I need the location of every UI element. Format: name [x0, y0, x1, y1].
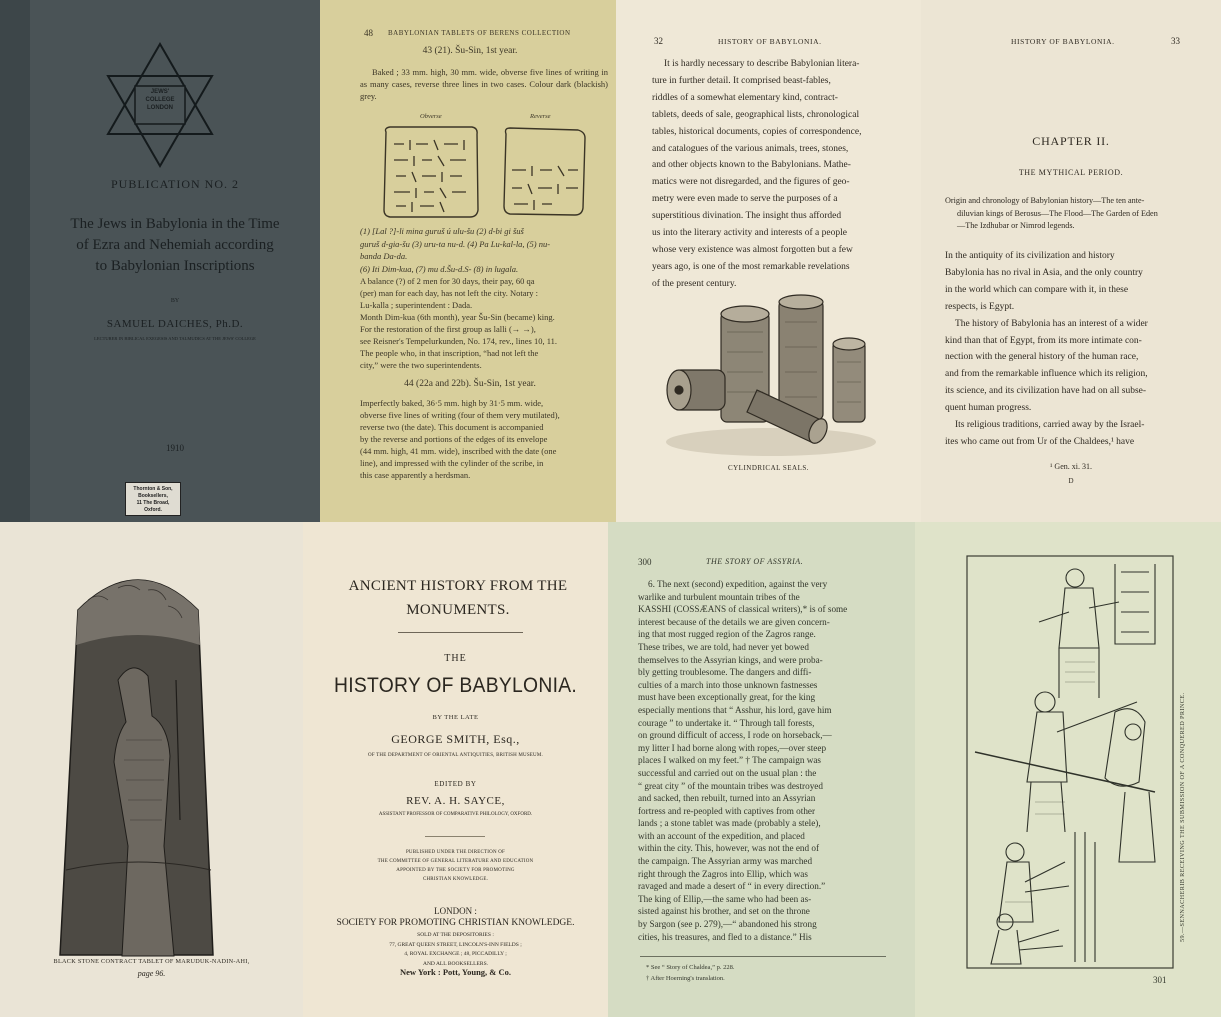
page-301-panel	[915, 522, 1221, 1017]
chapter-synopsis: Origin and chronology of Babylonian history—The ten ante- diluvian kings of Berosus—The Flood—The Garden of Eden —The Izdhubar or Nimrod legends.	[945, 196, 1158, 230]
editor-name: REV. A. H. SAYCE,	[406, 795, 505, 807]
vertical-caption: 59.—SENNACHERIB RECEIVING THE SUBMISSION OF A CONQUERED PRINCE.	[1179, 692, 1186, 942]
cylindrical-seals-engraving	[661, 292, 881, 457]
entry-heading-2: 44 (22a and 22b). Šu-Sin, 1st year.	[404, 379, 536, 389]
signature-mark: D	[1068, 477, 1074, 485]
plate-page-reference: page 96.	[137, 969, 166, 978]
page-33-panel	[921, 0, 1221, 522]
stele-engraving	[48, 570, 228, 962]
author-role: LECTURER IN BIBLICAL EXEGESIS AND TALMUDICS AT THE JEWS' COLLEGE	[94, 336, 256, 341]
book-title: HISTORY OF BABYLONIA.	[333, 674, 578, 697]
chapter-heading: CHAPTER II.	[1032, 134, 1110, 148]
bookseller-label: Thornton & Son, Booksellers, 11 The Broad, Oxford.	[125, 482, 181, 516]
author-role: OF THE DEPARTMENT OF ORIENTAL ANTIQUITIES, BRITISH MUSEUM.	[368, 753, 543, 758]
entry-description-2: Imperfectly baked, 36·5 mm. high by 31·5 mm. wide, obverse five lines of writing (four of them very mutilated), reverse two (the date). This document is accompanied by the reverse and portions of the edges of its envelope (44 mm. high, 41 mm. wide), inscribed with the date (one line), and impressed with the cylinder of the scribe, in this case apparently a herdsman.	[360, 398, 560, 480]
imprint-city: LONDON :	[434, 906, 477, 916]
imprint-addresses: SOLD AT THE DEPOSITORIES : 77, GREAT QUEEN STREET, LINCOLN'S-INN FIELDS ; 4, ROYAL EXCHANGE ; 48, PICCADILLY ; AND ALL BOOKSELLERS.	[389, 932, 522, 967]
cover-title: The Jews in Babylonia in the Time of Ezra and Nehemiah according to Babylonian Inscriptions	[70, 216, 280, 274]
vertical-caption-container	[1179, 542, 1189, 962]
figure-caption: CYLINDRICAL SEALS.	[727, 464, 810, 472]
footnote-2: † After Hoerning's translation.	[646, 975, 725, 982]
publication-number: PUBLICATION NO. 2	[111, 177, 239, 191]
edited-by: EDITED BY	[434, 780, 477, 788]
page-32-panel	[616, 0, 921, 522]
page-300-panel	[608, 522, 915, 1017]
stele-plate-panel	[0, 522, 303, 1017]
body-text: In the antiquity of its civilization and history Babylonia has no rival in Asia, and the only country in the world which can compare with it, in these respects, is Egypt. The history of Babylonia has an interest of a wider kind than that of Egypt, from its more intimate con- nection with the general history of the human race, and from the remarkable influence which its religion, its science, and its civilization have had on all subse- quent human progress. Its religious traditions, carried away by the Israel- ites who came out from Ur of the Chaldees,¹ have	[945, 251, 1148, 447]
entry-description: Baked ; 33 mm. high, 30 mm. wide, obverse five lines of writing in as many cases, reverse three lines in two cases. Colour dark (blackish) grey.	[360, 67, 608, 101]
footnote: ¹ Gen. xi. 31.	[1050, 462, 1092, 471]
by-late: BY THE LATE	[432, 714, 479, 721]
running-head: HISTORY OF BABYLONIA.	[1011, 37, 1115, 46]
page-number: 48	[364, 28, 373, 38]
series-title: ANCIENT HISTORY FROM THE MONUMENTS.	[348, 578, 568, 618]
cover-year: 1910	[166, 443, 184, 453]
body-text: It is hardly necessary to describe Babylonian litera- ture in further detail. It comprised beast-fables, riddles of a somewhat elementary kind, contract- tablets, deeds of sale, geographical lists, chronological tables, historical documents, copies of correspondence, and catalogues of the various animals, trees, stones, and other objects known to the Babylonians. Mathe- matics were not disregarded, and the figures of geo- metry were even made to serve the purposes of a superstitious divination. The insight thus afforded us into the literary activity and interests of a people whose very existence was almost forgotten but a few years ago, is one of the most remarkable revelations of the present century.	[652, 59, 862, 289]
obverse-label: Obverse	[420, 113, 442, 120]
imprint-new-york: New York : Pott, Young, & Co.	[399, 967, 512, 977]
body-text: 6. The next (second) expedition, against the very warlike and turbulent mountain tribes of the KASSHI (COSSÆANS of classical writers),* is of some interest because of the details we are given concern- ing that most rugged region of the Zagros range. These tribes, we are told, had never yet bowed themselves to the Assyrian kings, and were proba- bly getting troublesome. The dangers and diffi- culties of a march into those unknown fastnesses must have been exceptionally great, for the king especially mentions that “ Asshur, his lord, gave him courage ” to undertake it. “ Through tall forests, on ground difficult of access, I rode on horseback,— my litter I had borne along with ropes,—over steep places I walked on my feet.” † The campaign was successful and carried out on the usual plan : the “ great city ” of the mountain tribes was destroyed and sacked, then rebuilt, turned into an Assyrian fortress and re-peopled with captives from other lands ; a stone tablet was made (probably a stele), with an account of the expedition, and placed within the city. This, however, was not the end of the campaign. The Assyrian army was marched right through the Zagros into Ellip, which was ravaged and made a desert of “ in every direction.” The king of Ellip,—the same who had been as- sisted against his brother, and set on the throne by Sargon (see p. 279),—“ abandoned his strong cities, his treasures, and fled to a distance.” His	[638, 579, 848, 942]
page-number: 33	[1171, 36, 1180, 46]
tablet-page-panel	[320, 0, 616, 522]
cuneiform-tablet-drawing	[380, 122, 602, 222]
title-rule-2	[425, 836, 485, 837]
book-spine	[0, 0, 30, 522]
publisher-direction: PUBLISHED UNDER THE DIRECTION OF THE COMMITTEE OF GENERAL LITERATURE AND EDUCATION APPOINTED BY THE SOCIETY FOR PROMOTING CHRISTIAN KNOWLEDGE.	[377, 850, 534, 882]
running-head: HISTORY OF BABYLONIA.	[718, 37, 822, 46]
author-name: GEORGE SMITH, Esq.,	[391, 732, 520, 746]
page-number: 32	[654, 36, 663, 46]
plate-caption: BLACK STONE CONTRACT TABLET OF MARUDUK-NADIN-AHI,	[53, 958, 250, 965]
footnote-1: * See “ Story of Chaldea,” p. 228.	[646, 964, 735, 971]
chapter-title: THE MYTHICAL PERIOD.	[1018, 168, 1124, 177]
sennacherib-relief-drawing	[965, 552, 1175, 972]
reverse-label: Reverse	[530, 113, 551, 120]
running-head: THE STORY OF ASSYRIA.	[706, 557, 804, 566]
imprint-society: SOCIETY FOR PROMOTING CHRISTIAN KNOWLEDGE.	[336, 918, 575, 928]
author-name: SAMUEL DAICHES, Ph.D.	[106, 318, 244, 330]
page-number: 301	[1153, 975, 1167, 985]
translation: A balance (?) of 2 men for 30 days, their pay, 60 qa (per) man for each day, has not left the city. Notary : Lu-kalla ; superintendent : Dada. Month Dim-kua (6th month), year Šu-Sin (became) king. For the restoration of the first group as lalli (→ →), see Reisner's Tempelurkunden, No. 174, rev., lines 10, 11. The people who, in that inscription, “had not left the city,” were the two superintendents.	[360, 276, 558, 370]
footnote-rule	[640, 956, 886, 957]
running-head: BABYLONIAN TABLETS OF BERENS COLLECTION	[388, 29, 571, 37]
by-label: BY	[170, 298, 180, 304]
transliteration: (1) [Lal ?]-li mina guruš ú ulu-šu (2) d-bi gi šuš guruš d-gia-šu (3) uru-ta nu-d. (4) Pa Lu-kal-la, (5) nu- banda Da-da. (6) Iti Dim-kua, (7) mu d.Šu-d.S- (8) in lugala.	[360, 226, 551, 274]
title-rule	[398, 632, 523, 633]
editor-role: ASSISTANT PROFESSOR OF COMPARATIVE PHILOLOGY, OXFORD.	[378, 812, 533, 817]
logo-text: JEWS' COLLEGE LONDON	[145, 89, 175, 111]
entry-heading: 43 (21). Šu-Sin, 1st year.	[422, 46, 518, 56]
title-article: THE	[444, 653, 467, 664]
page-number: 300	[638, 557, 652, 567]
cover-panel	[0, 0, 320, 522]
title-page-panel	[303, 522, 608, 1017]
